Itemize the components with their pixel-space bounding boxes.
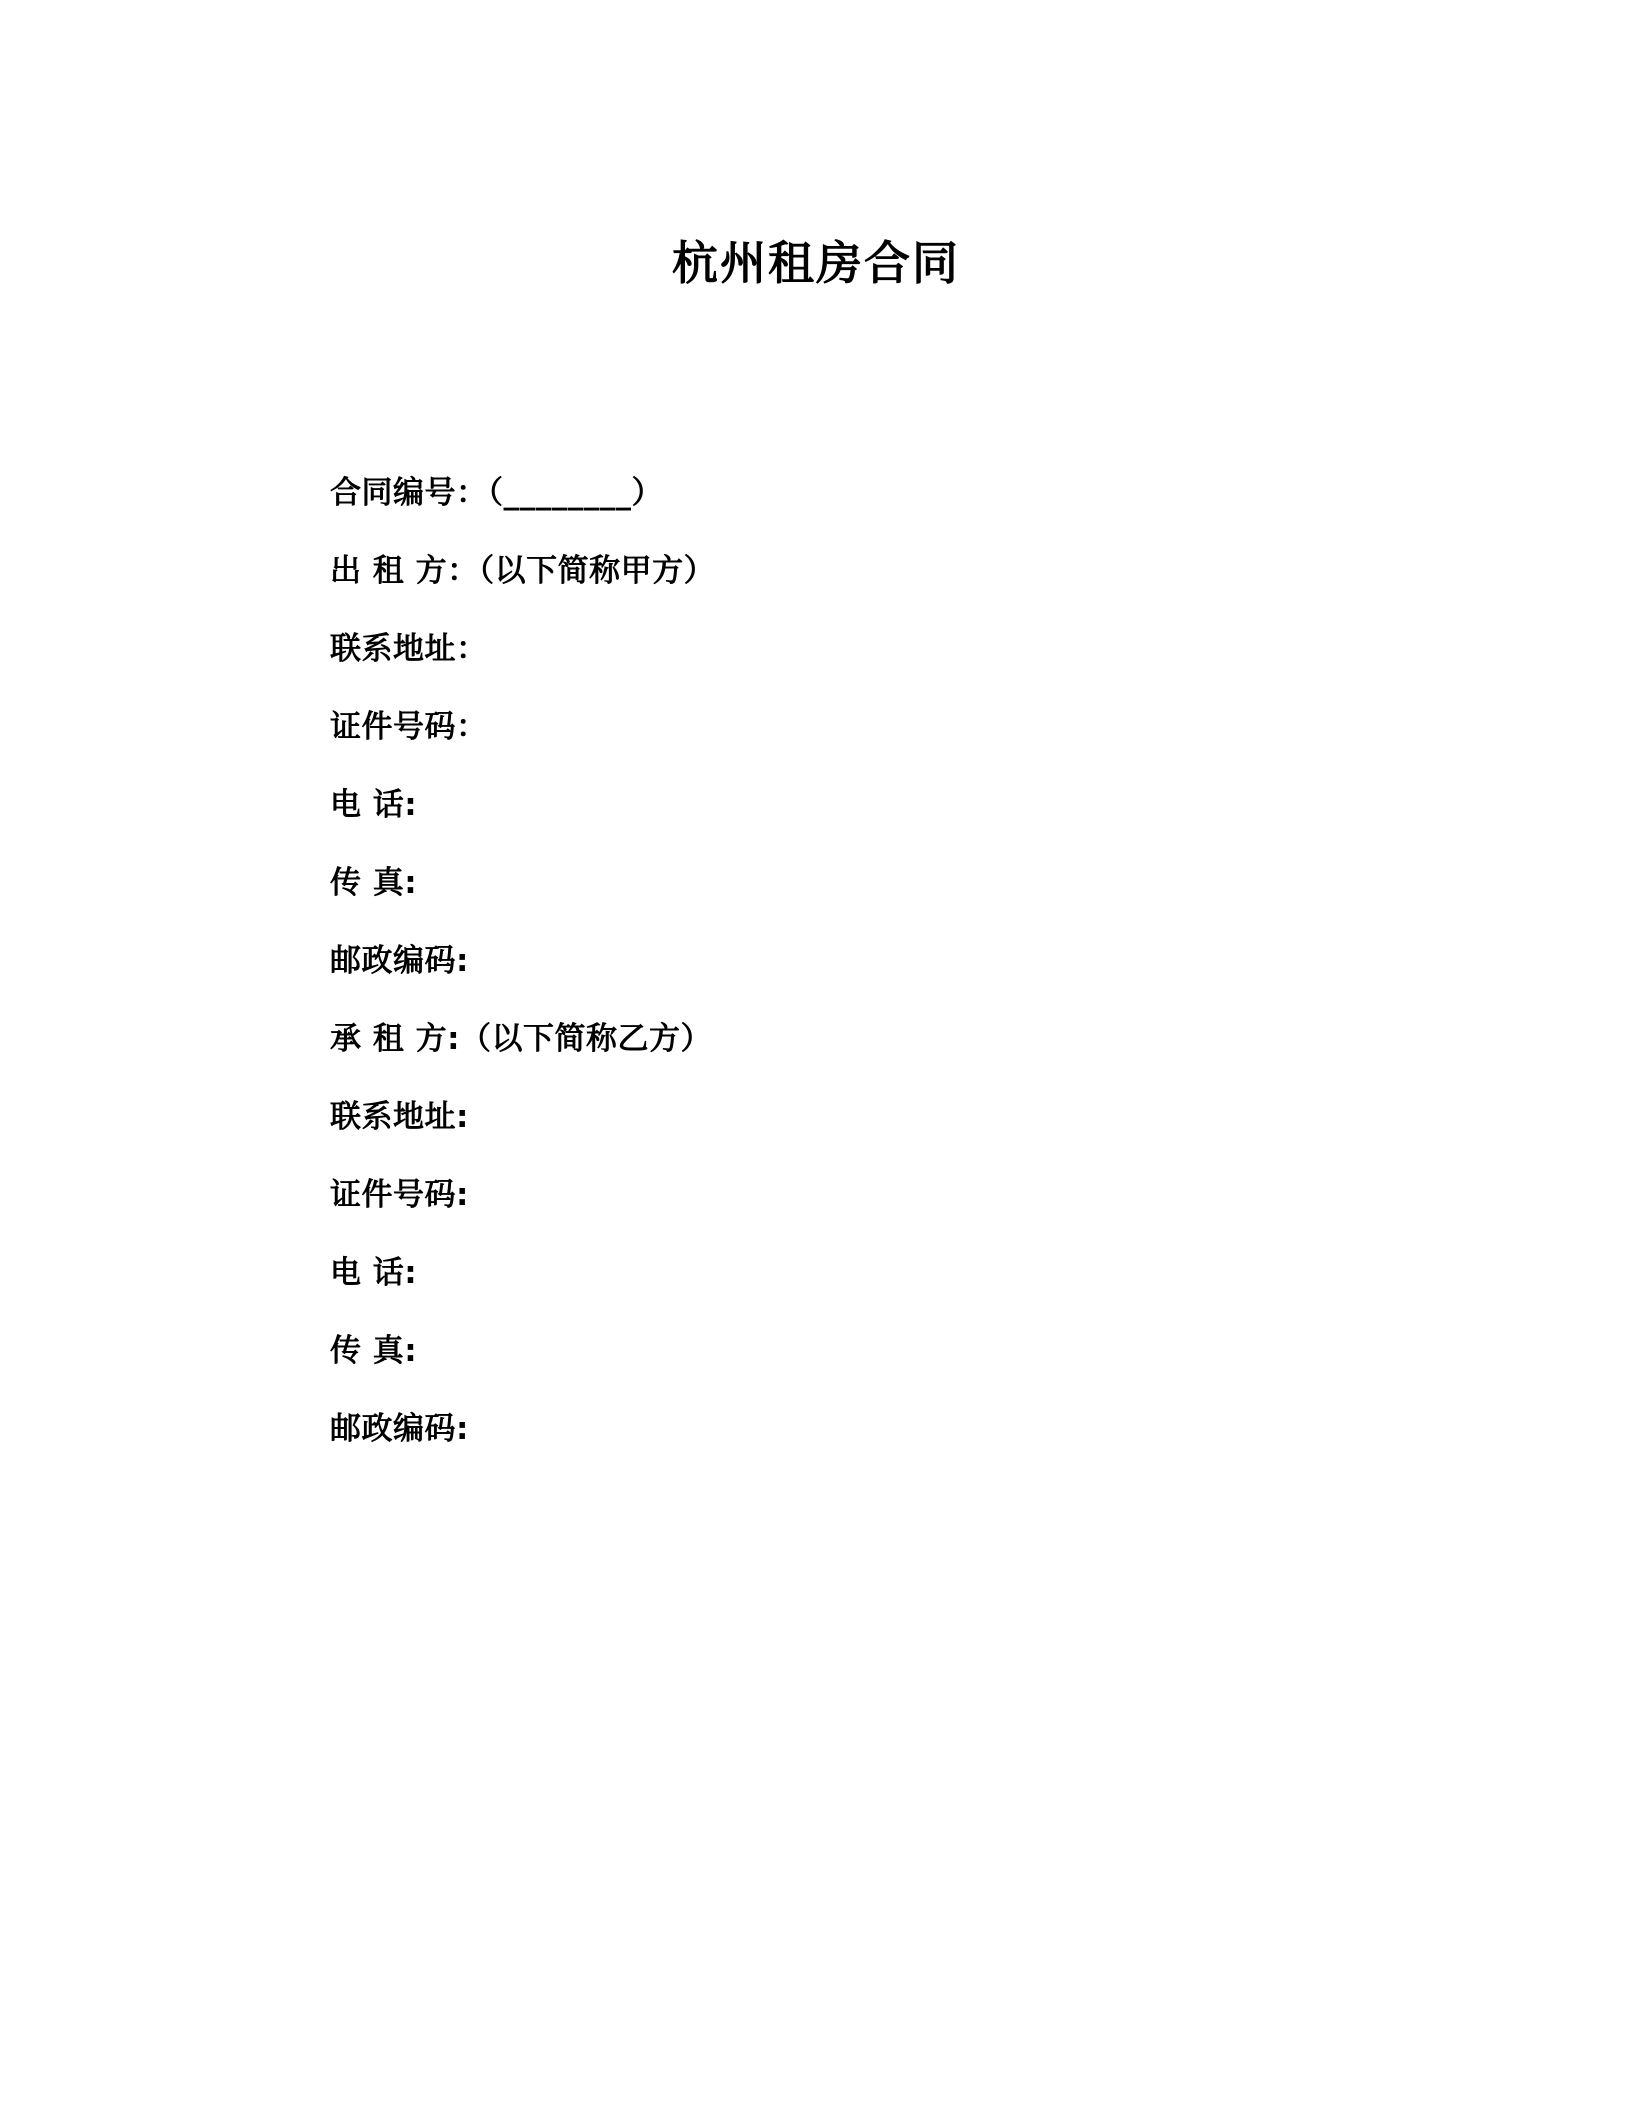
field-contract-number: 合同编号：（________） — [330, 475, 663, 511]
field-lessor-address: 联系地址： — [330, 631, 488, 667]
field-lessor: 出 租 方：（以下简称甲方） — [330, 553, 716, 589]
field-lessee: 承 租 方:（以下简称乙方） — [330, 1021, 712, 1057]
page-title: 杭州租房合同 — [672, 235, 960, 290]
field-lessor-postcode: 邮政编码: — [330, 943, 469, 979]
field-lessee-phone: 电 话: — [330, 1255, 418, 1291]
field-lessee-fax: 传 真: — [330, 1333, 418, 1369]
field-lessor-phone: 电 话: — [330, 787, 418, 823]
field-lessor-fax: 传 真: — [330, 865, 418, 901]
field-lessee-address: 联系地址: — [330, 1099, 469, 1135]
contract-fields-block — [330, 475, 1390, 1447]
field-lessee-postcode: 邮政编码: — [330, 1411, 469, 1447]
field-lessee-id-number: 证件号码: — [330, 1177, 469, 1213]
field-lessor-id-number: 证件号码： — [330, 709, 488, 745]
